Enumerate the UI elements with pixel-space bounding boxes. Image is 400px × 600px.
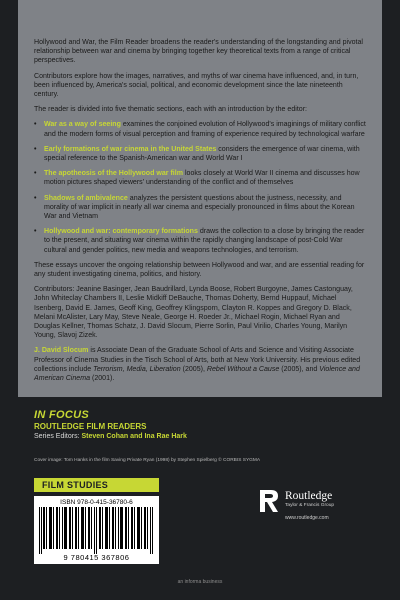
contributors-explore-paragraph: Contributors explore how the images, narratives, and myths of war cinema have influenced, and, in turn, been influenced by, America's social, political, and economic development since the late nineteenth century. bbox=[34, 72, 359, 99]
essays-paragraph: These essays uncover the ongoing relationship between Hollywood and war, and are essential reading for any student investigating cinema, politics, and history. bbox=[34, 261, 365, 279]
routledge-logo-icon bbox=[258, 488, 280, 514]
bullet-icon: • bbox=[34, 121, 37, 129]
section-text: draws the collection to a close by bringing the reader to the present, and situating war cinema within the rapidly changing landscape of post-Cold War cultural and gender politics, new media and weapons technologies, and terrorism. bbox=[44, 228, 365, 254]
intro-paragraph: Hollywood and War, the Film Reader broadens the reader's understanding of the longstanding and pivotal relationship between war and cinema by bringing together key theoretical texts from a range of critical perspectives. bbox=[34, 39, 363, 65]
section-title: War as a way of seeing bbox=[44, 121, 121, 129]
informa-text: an informa business bbox=[177, 579, 223, 585]
section-item bbox=[34, 169, 366, 187]
isbn: ISBN 978-0-415-36780-6 bbox=[60, 499, 133, 506]
section-item bbox=[34, 227, 366, 255]
section-title: Shadows of ambivalence bbox=[44, 194, 128, 202]
book-title: Rebel Without a Cause bbox=[206, 365, 280, 373]
in-focus-logo: IN FOCUS bbox=[34, 409, 89, 421]
subject-label: FILM STUDIES bbox=[34, 478, 159, 492]
section-title: Hollywood and war: contemporary formations bbox=[44, 228, 198, 236]
series-editors bbox=[34, 432, 187, 441]
editors-label: Series Editors: bbox=[34, 433, 82, 440]
section-item bbox=[34, 145, 366, 163]
publisher-group: Taylor & Francis Group bbox=[285, 503, 335, 508]
book-title: Violence and American Cinema bbox=[34, 365, 360, 383]
contributors-paragraph: Contributors: Jeanine Basinger, Jean Baudrillard, Lynda Boose, Robert Burgoyne, James Castonguay, John Whiteclay Chambers II, Leslie Midkiff DeBauche, Thomas Doherty, Bernd Huppauf, Michael Isenberg, David E. James, Geoff King, Geoffrey Klingsporn, Clayton R. Koppes and Gregory D. Black, Melani McAlister, Lary May, Steve Neale, George H. Roeder Jr., Michael Rogin, Michael Ryan and Douglas Kellner, Thomas Schatz, J. David Slocum, Pierre Sorlin, Paul Virilio, Charles Young, Marilyn Young, Slavoj Zizek. bbox=[34, 286, 353, 340]
section-title: The apotheosis of the Hollywood war film bbox=[44, 170, 183, 178]
barcode-number: 9 780415 367806 bbox=[63, 553, 130, 562]
bullet-icon: • bbox=[34, 228, 37, 236]
section-text: looks closely at World War II cinema and discusses how motion pictures shaped viewers' understanding of the conflict and of themselves bbox=[44, 170, 360, 187]
author-bio-text: (2001). bbox=[90, 375, 115, 383]
author-bio-text: (2005), bbox=[180, 365, 207, 373]
bullet-icon: • bbox=[34, 145, 37, 153]
divided-paragraph: The reader is divided into five thematic sections, each with an introduction by the editor: bbox=[34, 106, 308, 114]
cover-image-credit: Cover image: Tom Hanks in the film Saving Private Ryan (1998) by Stephen Spielberg © CORBIS SYGMA bbox=[34, 458, 261, 463]
author-bio bbox=[34, 346, 366, 383]
section-text: analyzes the persistent questions about the justness, necessity, and morality of war implicit in nearly all war cinema and especially pronounced in films about the Korean War and Vietnam bbox=[44, 194, 355, 221]
author-bio-text: is Associate Dean of the Graduate School of Arts and Science and Visiting Associate Professor of Cinema Studies in the Tisch School of Arts, both at New York University. His previous edited collections include bbox=[34, 347, 361, 373]
book-title: Terrorism, Media, Liberation bbox=[93, 365, 181, 373]
blurb-panel bbox=[18, 0, 382, 397]
barcode-box bbox=[34, 496, 159, 564]
author-name: J. David Slocum bbox=[34, 347, 89, 355]
publisher-name: Routledge bbox=[285, 490, 333, 502]
series-name: ROUTLEDGE FILM READERS bbox=[34, 422, 147, 431]
bullet-icon: • bbox=[34, 170, 37, 178]
author-bio-text: (2005), and bbox=[279, 365, 320, 373]
section-item bbox=[34, 194, 366, 222]
bullet-icon: • bbox=[34, 194, 37, 202]
section-text: considers the emergence of war cinema, with special reference to the Spanish-American war and World War I bbox=[44, 145, 360, 163]
section-title: Early formations of war cinema in the United States bbox=[44, 145, 217, 153]
barcode-bars bbox=[39, 507, 154, 554]
publisher-url: www.routledge.com bbox=[285, 515, 329, 521]
section-item bbox=[34, 120, 366, 138]
section-text: examines the conjoined evolution of Hollywood's imaginings of military conflict and the modern forms of visual perception and framing of experience required by technological warfare bbox=[44, 121, 366, 138]
editors-names: Steven Cohan and Ina Rae Hark bbox=[81, 433, 187, 440]
